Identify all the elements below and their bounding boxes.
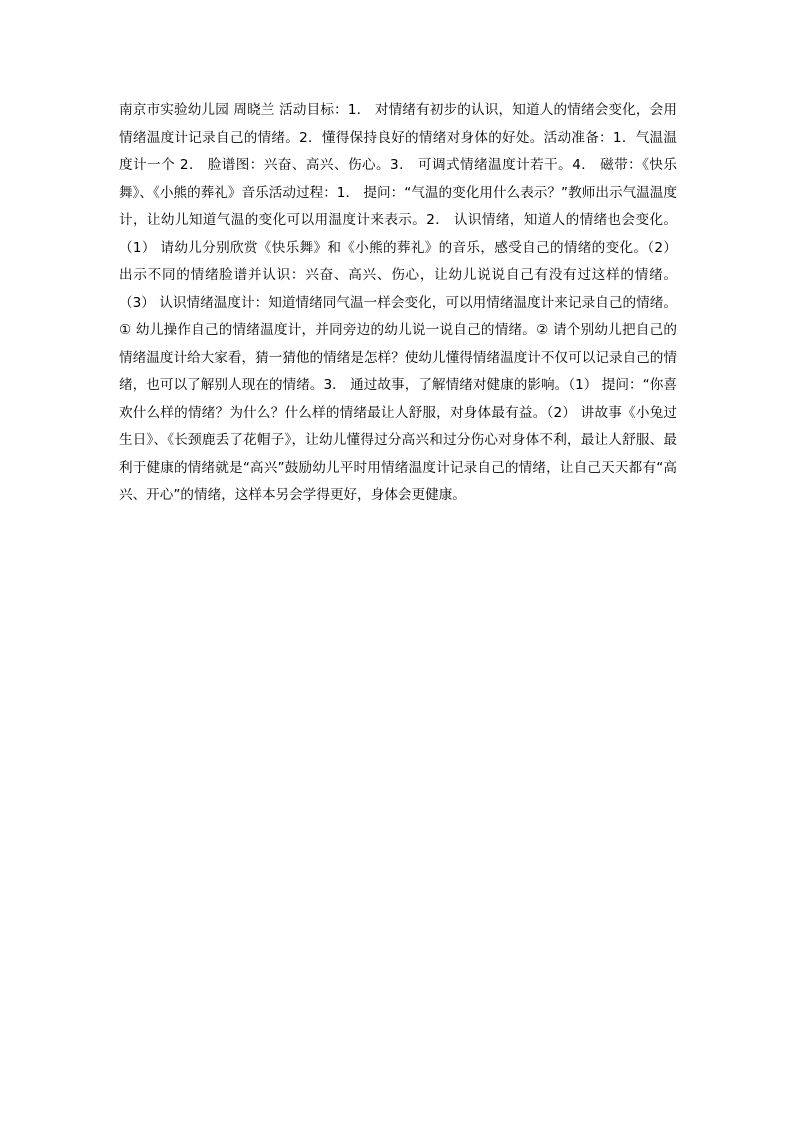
body-paragraph: 南京市实验幼儿园 周晓兰 活动目标：1． 对情绪有初步的认识，知道人的情绪会变化，会用情绪温度计记录自己的情绪。2．懂得保持良好的情绪对身体的好处。活动准备：1．气温温度计一个 2． 脸谱图：兴奋、高兴、伤心。3． 可调式情绪温度计若干。4． 磁带：《快乐舞》、《小熊的葬礼》音乐活动过程：1． 提问：“气温的变化用什么表示？”教师出示气温温度计，让幼儿知道气温的变化可以用温度计来表示。2． 认识情绪，知道人的情绪也会变化。（1） 请幼儿分别欣赏《快乐舞》和《小熊的葬礼》的音乐，感受自己的情绪的变化。（2） 出示不同的情绪脸谱并认识：兴奋、高兴、伤心，让幼儿说说自己有没有过这样的情绪。（3） 认识情绪温度计：知道情绪同气温一样会变化，可以用情绪温度计来记录自己的情绪。① 幼儿操作自己的情绪温度计，并同旁边的幼儿说一说自己的情绪。② 请个别幼儿把自己的情绪温度计给大家看，猜一猜他的情绪是怎样？使幼儿懂得情绪温度计不仅可以记录自己的情绪，也可以了解别人现在的情绪。3． 通过故事，了解情绪对健康的影响。（1） 提问：“你喜欢什么样的情绪？为什么？什么样的情绪最让人舒服，对身体最有益。（2） 讲故事《小兔过生日》、《长颈鹿丢了花帽子》，让幼儿懂得过分高兴和过分伤心对身体不利，最让人舒服、最利于健康的情绪就是“高兴”鼓励幼儿平时用情绪温度计记录自己的情绪，让自己天天都有“高兴、开心”的情绪，这样本另会学得更好，身体会更健康。 (119, 102, 677, 503)
